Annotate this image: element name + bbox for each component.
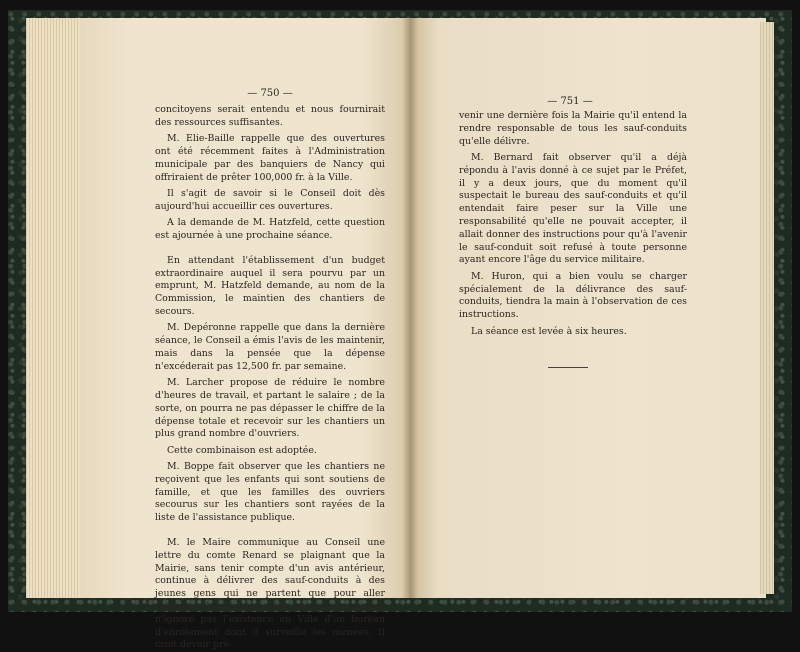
section-divider (548, 367, 588, 368)
page-edges-left (26, 18, 86, 598)
paragraph: venir une dernière fois la Mairie qu'il entend la rendre responsable de tous les sauf-conduits qu'elle délivre. (459, 110, 687, 147)
paragraph: M. le Maire communique au Conseil une lettre du comte Renard se plaignant que la Mairie, sans tenir compte d'un avis antérieur, continue à délivrer des sauf-conduits à des jeunes gens qui ne partent que pour aller rejoindre l'armée française, et annonçant qu'il n'ignore pas l'existence en Ville d'un bureau d'enrôlement dont il surveille les menées. Il croit devoir pré- (155, 537, 385, 651)
right-page-text (459, 110, 687, 342)
paragraph: M. Boppe fait observer que les chantiers ne reçoivent que les enfants qui sont soutiens de famille, et que les familles des ouvriers secourus sur les chantiers sont rayées de la liste de l'assistance publique. (155, 461, 385, 524)
paragraph: M. Bernard fait observer qu'il a déjà répondu à l'avis donné à ce sujet par le Préfet, il y a deux jours, que du moment qu'il suspectait le bureau des sauf-conduits et qu'il entendait faire peser sur la Ville une responsabilité qu'elle ne pouvait accepter, il allait donner des instructions pour qu'à l'avenir le sauf-conduit soit refusé à toute personne ayant encore l'âge du service militaire. (459, 151, 687, 266)
paragraph: M. Elie-Baille rappelle que des ouvertures ont été récemment faites à l'Administration municipale par des banquiers de Nancy qui offriraient de prêter 100,000 fr. à la Ville. (155, 133, 385, 183)
paragraph: La séance est levée à six heures. (471, 325, 627, 337)
paragraph: concitoyens serait entendu et nous fournirait des ressources suffisantes. (155, 104, 385, 128)
paragraph: M. Huron, qui a bien voulu se charger spécialement de la délivrance des sauf-conduits, tiendra la main à l'observation de ces instructions. (459, 270, 687, 321)
left-page-number: — 750 — (247, 88, 293, 99)
paragraph: M. Larcher propose de réduire le nombre d'heures de travail, et partant le salaire ; de la sorte, on pourra ne pas dépasser le chiffre de la dépense totale et recevoir sur les chantiers un plus grand nombre d'ouvriers. (155, 377, 385, 440)
paragraph: A la demande de M. Hatzfeld, cette question est ajournée à une prochaine séance. (155, 217, 385, 241)
paragraph: Cette combinaison est adoptée. (167, 444, 317, 456)
book-gutter (402, 18, 418, 598)
paragraph: M. Depéronne rappelle que dans la dernière séance, le Conseil a émis l'avis de les maintenir, mais dans la pensée que la dépense n'excéderait pas 12,500 fr. par semaine. (155, 322, 385, 372)
paragraph: Il s'agit de savoir si le Conseil doit dès aujourd'hui accueillir ces ouvertures. (155, 187, 385, 212)
page-edges-right (760, 22, 774, 594)
paragraph: En attendant l'établissement d'un budget extraordinaire auquel il sera pourvu par un emprunt, M. Hatzfeld demande, au nom de la Commission, le maintien des chantiers de secours. (155, 254, 385, 317)
left-page-text (155, 104, 385, 652)
right-page-number: — 751 — (547, 96, 593, 107)
